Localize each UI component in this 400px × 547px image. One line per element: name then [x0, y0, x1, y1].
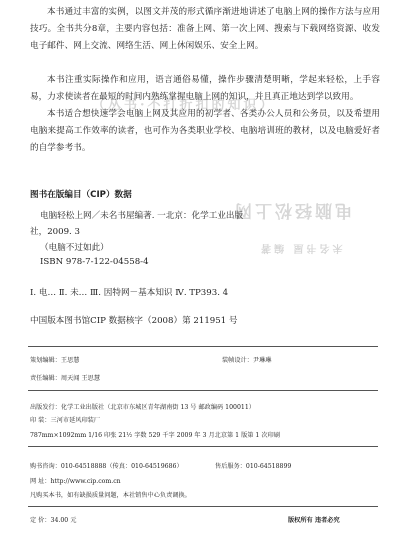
- divider-publisher: [28, 446, 378, 447]
- cip-record-number: 中国版本图书馆CIP 数据核字（2008）第 211951 号: [30, 316, 238, 326]
- intro-paragraph-2: 本书注重实际操作和应用，语言通俗易懂，操作步骤清楚明晰，学起来轻松，上手容易，力求使读者在最短的时间内熟练掌握电脑上网的知识，并且真正地达到学以致用。: [30, 75, 380, 102]
- cip-isbn: ISBN 978-7-122-04558-4: [40, 257, 149, 267]
- credit-responsible-editor: 责任编辑：周天闻 王思慧: [30, 375, 101, 382]
- price: 定 价：34.00 元: [30, 517, 77, 524]
- cip-classification: Ⅰ. 电… Ⅱ. 未… Ⅲ. 因特网－基本知识 Ⅳ. TP393. 4: [30, 288, 229, 298]
- divider-bottom: [28, 506, 378, 507]
- cip-heading: 图书在版编目（CIP）数据: [30, 190, 132, 200]
- website: 网 址：http://www.cip.com.cn: [30, 478, 121, 485]
- purchase-consult: 购书咨询：010-64518888（传真：010-64519686）: [30, 463, 183, 470]
- credit-planning-editor: 策划编辑：王思慧: [30, 357, 80, 364]
- divider-top: [28, 346, 378, 347]
- cip-line-1: 电脑轻松上网／未名书屋编著. 一北京：化学工业出版: [40, 211, 244, 221]
- ghost-series-text: （丛书·不打折扣的知识）: [92, 98, 276, 113]
- intro-paragraph-3: 本书适合想快速学会电脑上网及其应用的初学者、各类办公人员和公务员，以及希望用电脑来提高工作效率的读者，也可作为各类职业学校、电脑培训班的教材，以及电脑爱好者的自学参考书。: [30, 109, 380, 153]
- cip-line-2: 社，2009. 3: [30, 227, 80, 237]
- ghost-title-text: 电脑轻松上网: [232, 200, 352, 220]
- print-specification: 787mm×1092mm 1/16 印张 21½ 字数 529 千字 2009 年 3 月北京第 1 版第 1 次印刷: [30, 432, 280, 439]
- copyright-notice: 版权所有 违者必究: [288, 517, 340, 524]
- publisher-info: 出版发行：化学工业出版社（北京市东城区青年湖南街 13 号 邮政编码 100011）: [30, 404, 255, 411]
- cip-line-3: （电脑不过如此）: [40, 243, 109, 253]
- divider-credits: [28, 390, 378, 391]
- ghost-author-text: 未名书屋 编著: [258, 242, 343, 253]
- intro-paragraph-1: 本书通过丰富的实例，以图文并茂的形式循序渐进地讲述了电脑上网的操作方法与应用技巧。全书共分8章，主要内容包括：准备上网、第一次上网、搜索与下载网络资源、收发电子邮件、网上交流、网络生活、网上休闲娱乐、安全上网。: [30, 7, 380, 51]
- after-sales-service: 售后服务：010-64518899: [215, 463, 292, 470]
- credit-design: 装帧设计：尹琳琳: [222, 357, 272, 364]
- printer-info: 印 装：三河市延风印装厂: [30, 417, 101, 424]
- defect-notice: 凡购买本书，如有缺损质量问题，本社销售中心负责调换。: [30, 492, 191, 499]
